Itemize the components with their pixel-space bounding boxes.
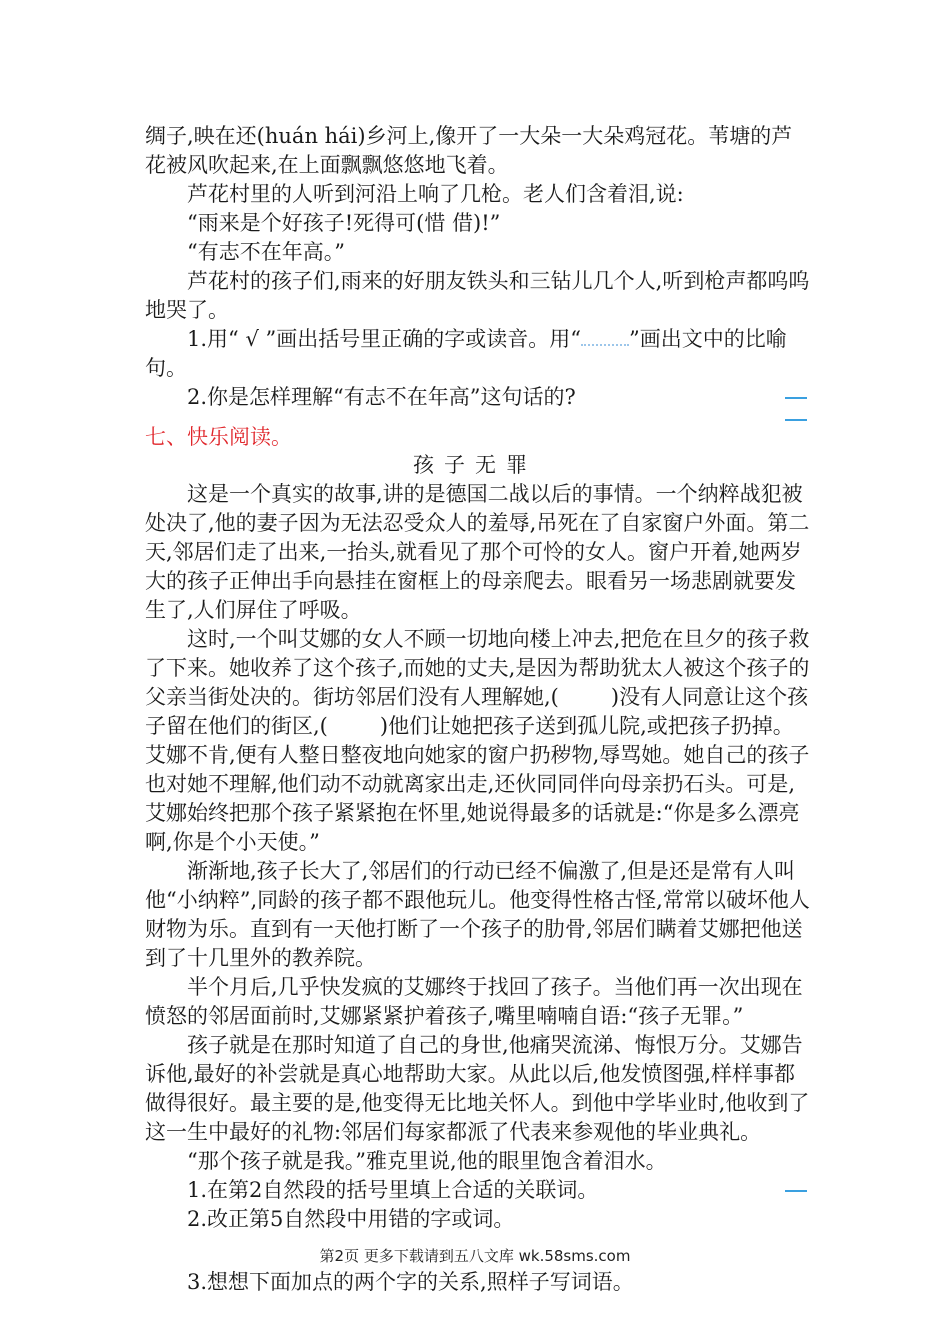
- answer-line: [785, 419, 807, 421]
- page-footer: 第2页 更多下载请到五八文库 wk.58sms.com: [319, 1247, 631, 1265]
- paragraph: 芦花村的孩子们,雨来的好朋友铁头和三钻儿几个人,听到枪声都呜呜地哭了。: [145, 269, 810, 322]
- paragraph: 芦花村里的人听到河沿上响了几枪。老人们含着泪,说:: [187, 182, 684, 206]
- story-passage: [145, 480, 810, 1297]
- paragraph-text: )他们让她把孩子送到孤儿院,或把孩子扔掉。艾娜不肯,便有人整日整夜地向她家的窗户扔秽物,辱骂她。她自己的孩子也对她不理解,他们动不动就离家出走,还伙同同伴向母亲扔石头。可是,艾娜始终把那个孩子紧紧抱在怀里,她说得最多的话就是:“你是多么漂亮啊,你是个小天使。”: [145, 714, 810, 854]
- question-2: 2.改正第5自然段中用错的字或词。: [187, 1207, 515, 1231]
- paragraph: 这是一个真实的故事,讲的是德国二战以后的事情。一个纳粹战犯被处决了,他的妻子因为无法忍受众人的羞辱,吊死在了自家窗户外面。第二天,邻居们走了出来,一抬头,就看见了那个可怜的女人。窗户开着,她两岁大的孩子正伸出手向悬挂在窗框上的母亲爬去。眼看另一场悲剧就要发生了,人们屏住了呼吸。: [145, 482, 810, 622]
- paragraph: 孩子就是在那时知道了自己的身世,他痛哭流涕、悔恨万分。艾娜告诉他,最好的补尝就是真心地帮助大家。从此以后,他发愤图强,样样事都做得很好。最主要的是,他变得无比地关怀人。到他中学毕业时,他收到了这一生中最好的礼物:邻居们每家都派了代表来参观他的毕业典礼。: [145, 1033, 810, 1144]
- wavy-underline-mark: [581, 334, 629, 346]
- question-text: 1.用“ √ ”画出括号里正确的字或读音。用“: [187, 327, 581, 351]
- paragraph: 半个月后,几乎快发疯的艾娜终于找回了孩子。当他们再一次出现在愤怒的邻居面前时,艾娜紧紧护着孩子,嘴里喃喃自语:“孩子无罪。”: [145, 975, 803, 1028]
- answer-line: [785, 1190, 807, 1192]
- section-heading: 七、快乐阅读。: [145, 425, 292, 449]
- top-passage: [145, 122, 810, 412]
- paragraph: “那个孩子就是我。”雅克里说,他的眼里饱含着泪水。: [187, 1149, 667, 1173]
- quote-line: “有志不在年高。”: [187, 240, 345, 264]
- question-1: 1.在第2自然段的括号里填上合适的关联词。: [187, 1178, 599, 1202]
- paragraph-text: )没有人同意让这个孩子留在他们的街区,(: [145, 685, 809, 738]
- quote-line: “雨来是个好孩子!死得可(惜 借)!”: [187, 211, 501, 235]
- paragraph: [145, 625, 810, 857]
- question-2: 2.你是怎样理解“有志不在年高”这句话的?: [187, 385, 576, 409]
- paragraph: 渐渐地,孩子长大了,邻居们的行动已经不偏激了,但是还是常有人叫他“小纳粹”,同龄的孩子都不跟他玩儿。他变得性格古怪,常常以破坏他人财物为乐。直到有一天他打断了一个孩子的肋骨,邻居们瞒着艾娜把他送到了十几里外的教养院。: [145, 859, 810, 970]
- story-title: 孩子无罪: [413, 453, 537, 477]
- paragraph: 绸子,映在还(huán hái)乡河上,像开了一大朵一大朵鸡冠花。苇塘的芦花被风吹起来,在上面飘飘悠悠地飞着。: [145, 124, 793, 177]
- question-3: 3.想想下面加点的两个字的关系,照样子写词语。: [187, 1270, 634, 1294]
- paragraph-text: 这时,一个叫艾娜的女人不顾一切地向楼上冲去,把危在旦夕的孩子救了下来。她收养了这个孩子,而她的丈夫,是因为帮助犹太人被这个孩子的父亲当街处决的。街坊邻居们没有人理解她,(: [145, 627, 810, 709]
- answer-line: [785, 397, 807, 399]
- question-1: [145, 325, 810, 383]
- question-text: ”画出文中的比喻句。: [145, 327, 787, 380]
